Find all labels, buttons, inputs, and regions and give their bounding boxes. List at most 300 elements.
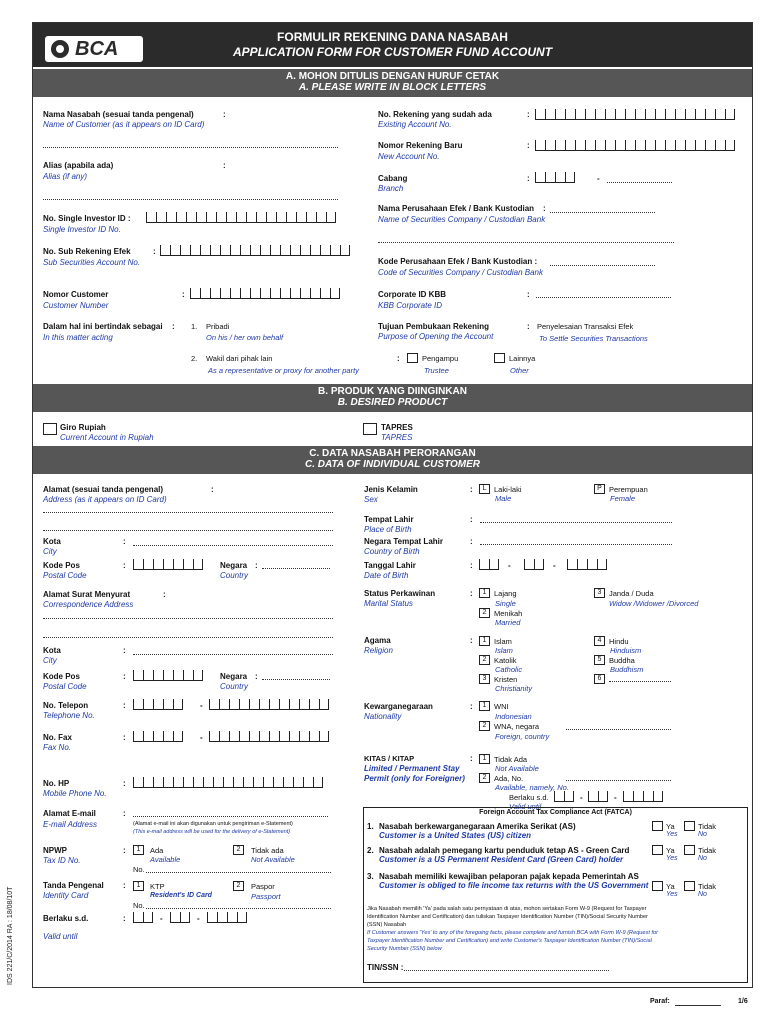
colon: : [470, 485, 473, 494]
fatca-q1-yes-en: Yes [666, 831, 678, 838]
kodepos-label-en: Postal Code [43, 571, 87, 580]
kw-label: Kewarganegaraan [364, 702, 433, 711]
fatca-q3-en: Customer is obliged to file income tax returns with the US Government [379, 881, 649, 890]
kitas-tidak-checkbox[interactable]: 1 [479, 754, 490, 764]
laki-code: L [482, 485, 487, 492]
fatca-title: Foreign Account Tax Compliance Act (FATCA) [479, 809, 632, 816]
tempat-label: Tempat Lahir [364, 515, 414, 524]
dash: - [553, 561, 556, 570]
menikah-checkbox[interactable]: 2 [479, 608, 490, 618]
surat-line-1[interactable] [43, 618, 333, 619]
pr-code: P [597, 485, 602, 492]
wni-label: WNI [494, 702, 509, 711]
npwp-ada-label: Ada [150, 846, 164, 855]
perusahaan-field[interactable] [550, 212, 655, 213]
hp-field[interactable] [133, 777, 323, 788]
pengampu-label-en: Trustee [424, 366, 449, 375]
colon: : [527, 290, 530, 299]
islam-label: Islam [494, 637, 512, 646]
tgl-label-en: Date of Birth [364, 571, 409, 580]
nocust-label-en: Customer Number [43, 301, 109, 310]
section-c-header [33, 446, 752, 474]
kristen-label-en: Christianity [495, 684, 533, 693]
buddha-label-en: Buddhism [610, 665, 644, 674]
norekbaru-label-en: New Account No. [378, 152, 440, 161]
email-note-en: (This e-mail address will be used for the delivery of e-Statement) [133, 829, 291, 835]
tgl-month-field[interactable] [524, 559, 544, 570]
form-header [33, 23, 752, 67]
colon: : [123, 881, 126, 890]
form-page [32, 22, 753, 988]
fatca-q2-yes-checkbox[interactable] [652, 845, 663, 855]
pengampu-checkbox[interactable] [407, 353, 418, 363]
alias-field[interactable] [43, 199, 338, 200]
hp-label-en: Mobile Phone No. [43, 789, 107, 798]
fatca-box [363, 807, 748, 983]
giro-checkbox[interactable] [43, 423, 57, 435]
giro-label: Giro Rupiah [60, 423, 106, 432]
negara2-field[interactable] [262, 679, 330, 680]
colon: : [470, 754, 473, 763]
ktp-label: KTP [150, 882, 165, 891]
colon: : [123, 809, 126, 818]
colon: : [123, 646, 126, 655]
perempuan-label-en: Female [610, 494, 636, 503]
fatca-q3-no: Tidak [698, 882, 717, 891]
fax-area-field[interactable] [133, 731, 183, 742]
katolik-label-en: Catholic [495, 665, 523, 674]
opt1-num: 1. [191, 322, 198, 331]
paraf-field[interactable] [675, 1005, 721, 1006]
tapres-checkbox[interactable] [363, 423, 377, 435]
colon: : [163, 590, 166, 599]
npwp-ada-checkbox[interactable]: 1 [133, 845, 144, 855]
fatca-q3-no-en: No [698, 891, 707, 898]
fatca-note-1: Jika Nasabah memilih 'Ya' pada salah satu pernyataan di atas, mohon sertakan Form W-9 (Request for Taxpayer [367, 906, 647, 912]
laki-label-en: Male [495, 494, 512, 503]
fatca-q1-yes-checkbox[interactable] [652, 821, 663, 831]
fatca-q1-no-checkbox[interactable] [684, 821, 695, 831]
fax-label: No. Fax [43, 733, 72, 742]
dash: - [200, 733, 203, 742]
kitas-day-field[interactable] [554, 791, 574, 802]
dash: - [508, 561, 511, 570]
lajang-checkbox[interactable]: 1 [479, 588, 490, 598]
norekbaru-label: Nomor Rekening Baru [378, 141, 463, 150]
katolik-label: Katolik [494, 656, 517, 665]
sid-label-en: Single Investor ID No. [43, 225, 121, 234]
ktp-label-en: Resident's ID Card [150, 892, 212, 899]
alamat-line-2[interactable] [43, 530, 333, 531]
kitas-label: KITAS / KITAP [364, 754, 415, 763]
fatca-q3-yes-en: Yes [666, 891, 678, 898]
kota-label: Kota [43, 537, 61, 546]
fatca-q1-yes: Ya [666, 822, 675, 831]
tin-label: TIN/SSN : [367, 963, 404, 972]
fatca-q1: Nasabah berkewarganegaraan Amerika Serikat (AS) [379, 822, 576, 831]
colon: : [527, 141, 530, 150]
npwp-no-field[interactable] [146, 872, 331, 873]
kitas-tidak-label-en: Not Available [495, 764, 539, 773]
fatca-note-en-2: Taxpayer Identification Number and Certification) and write Customer's Taxpayer Identification Number (TIN)/Social [367, 938, 652, 944]
kitas-tidak-label: Tidak Ada [494, 755, 528, 764]
section-a-header [33, 69, 752, 97]
npwp-label-en: Tax ID No. [43, 856, 81, 865]
section-c-title-en: C. DATA OF INDIVIDUAL CUSTOMER [305, 459, 480, 470]
kbb-label: Corporate ID KBB [378, 290, 447, 299]
janda-checkbox[interactable]: 3 [594, 588, 605, 598]
menikah-label: Menikah [494, 609, 523, 618]
kota-field[interactable] [133, 545, 333, 546]
berlaku-month-field[interactable] [170, 912, 190, 923]
idcard-no-label: No. [133, 901, 145, 910]
nama-field[interactable] [43, 147, 338, 148]
dash: - [580, 793, 583, 802]
form-code: IDS 221/C/2014 RA : 18/08/10T [7, 886, 14, 985]
ktp-checkbox[interactable]: 1 [133, 881, 144, 891]
wna-label: WNA, negara [494, 722, 540, 731]
dash: - [614, 793, 617, 802]
npwp-no-label: No. [133, 865, 145, 874]
giro-label-en: Current Account in Rupiah [60, 433, 154, 442]
fatca-q3-yes: Ya [666, 882, 675, 891]
islam-checkbox[interactable]: 1 [479, 636, 490, 646]
colon: : [543, 204, 546, 213]
negara-field[interactable] [262, 568, 330, 569]
section-b-title-en: B. DESIRED PRODUCT [337, 397, 448, 408]
page-number: 1/6 [738, 998, 748, 1005]
fatca-q3-num: 3. [367, 872, 374, 881]
dash: - [597, 174, 600, 183]
negtempat-label: Negara Tempat Lahir [364, 537, 443, 546]
tempat-label-en: Place of Birth [364, 525, 412, 534]
section-b-header [33, 384, 752, 412]
paspor-label: Paspor [251, 882, 275, 891]
logo-text: BCA [75, 38, 119, 60]
kristen-checkbox[interactable]: 3 [479, 674, 490, 684]
section-a-title-en: A. PLEASE WRITE IN BLOCK LETTERS [298, 82, 487, 93]
negtempat-field[interactable] [480, 544, 672, 545]
section-c-title: C. DATA NASABAH PERORANGAN [309, 448, 476, 459]
telp-label-en: Telephone No. [43, 711, 95, 720]
berlaku-label: Berlaku s.d. [43, 914, 89, 923]
kode-label: Kode Perusahaan Efek / Bank Kustodian : [378, 257, 538, 266]
fatca-q3-no-checkbox[interactable] [684, 881, 695, 891]
opt2-num: 2. [191, 354, 198, 363]
fatca-q3: Nasabah memiliki kewajiban pelaporan pajak kepada Pemerintah AS [379, 872, 639, 881]
fatca-q2-no: Tidak [698, 846, 717, 855]
colon: : [172, 322, 175, 331]
tujuan-label: Tujuan Pembukaan Rekening [378, 322, 489, 331]
status-label: Status Perkawinan [364, 589, 436, 598]
agama-label-en: Religion [364, 646, 393, 655]
colon: : [223, 161, 226, 170]
fatca-q1-num: 1. [367, 822, 374, 831]
norekbaru-field[interactable] [535, 140, 735, 151]
npwp-tidak-label: Tidak ada [251, 846, 284, 855]
colon: : [527, 174, 530, 183]
telp-label: No. Telepon [43, 701, 89, 710]
kbb-field[interactable] [536, 297, 671, 298]
alias-label: Alias (apabila ada) [43, 161, 114, 170]
negara2-label-en: Country [220, 682, 249, 691]
lainnya-label: Lainnya [509, 354, 536, 363]
berlaku-label-en: Valid until [43, 932, 78, 941]
tgl-day-field[interactable] [479, 559, 499, 570]
npwp-tidak-label-en: Not Available [251, 855, 295, 864]
negara-label: Negara [220, 561, 248, 570]
kodepos-field[interactable] [133, 559, 203, 570]
kitas-label-en-2: Permit (only for Foreigner) [364, 774, 465, 783]
npwp-ada-label-en: Available [150, 855, 181, 864]
colon: : [397, 354, 400, 363]
idcard-label: Tanda Pengenal [43, 881, 104, 890]
sid-field[interactable] [146, 212, 336, 223]
wni-checkbox[interactable]: 1 [479, 701, 490, 711]
sre-field[interactable] [160, 245, 350, 256]
fatca-note-en-1: If Customer answers 'Yes' to any of the foregoing facts, please complete and furnish BCA with Form W-9 (Request for [367, 930, 658, 936]
status-label-en: Marital Status [364, 599, 413, 608]
kota2-label-en: City [43, 656, 57, 665]
nocust-label: Nomor Customer [43, 290, 109, 299]
hindu-label: Hindu [609, 637, 629, 646]
cabang-label-en: Branch [378, 184, 404, 193]
section-a-title: A. MOHON DITULIS DENGAN HURUF CETAK [285, 71, 500, 82]
email-label: Alamat E-mail [43, 809, 96, 818]
sre-label: No. Sub Rekening Efek [43, 247, 131, 256]
tapres-label: TAPRES [381, 423, 413, 432]
fatca-note-3: (SSN) Nasabah [367, 922, 407, 928]
kode-field[interactable] [550, 265, 655, 266]
menikah-label-en: Married [495, 618, 521, 627]
colon: : [255, 672, 258, 681]
negara2-label: Negara [220, 672, 248, 681]
colon: : [123, 537, 126, 546]
dash: - [200, 701, 203, 710]
colon: : [470, 589, 473, 598]
buddha-checkbox[interactable]: 5 [594, 655, 605, 665]
janda-label: Janda / Duda [609, 589, 654, 598]
pengampu-label: Pengampu [422, 354, 459, 363]
fax-label-en: Fax No. [43, 743, 72, 752]
colon: : [255, 561, 258, 570]
perempuan-checkbox[interactable] [594, 484, 605, 494]
nama-label: Nama Nasabah (sesuai tanda pengenal) [43, 110, 194, 119]
kitas-ada-checkbox[interactable]: 2 [479, 773, 490, 783]
alamat-label-en: Address (as it appears on ID Card) [43, 495, 167, 504]
telp-area-field[interactable] [133, 699, 183, 710]
kitas-no-field[interactable] [566, 780, 671, 781]
fatca-q2-yes-en: Yes [666, 855, 678, 862]
sid-label: No. Single Investor ID : [43, 214, 131, 223]
kode-label-en: Code of Securities Company / Custodian Bank [378, 268, 543, 277]
colon: : [223, 110, 226, 119]
hindu-checkbox[interactable]: 4 [594, 636, 605, 646]
surat-label-en: Correspondence Address [43, 600, 134, 609]
wna-label-en: Foreign, country [495, 732, 550, 741]
acting-label: Dalam hal ini bertindak sebagai [43, 322, 163, 331]
colon: : [123, 914, 126, 923]
kodepos2-label: Kode Pos [43, 672, 80, 681]
perempuan-label: Perempuan [609, 485, 648, 494]
colon: : [470, 702, 473, 711]
agama-label: Agama [364, 636, 391, 645]
jk-label-en: Sex [364, 495, 378, 504]
berlaku-day-field[interactable] [133, 912, 153, 923]
alamat-line-1[interactable] [43, 512, 333, 513]
colon: : [123, 779, 126, 788]
nama-label-en: Name of Customer (as it appears on ID Card) [43, 120, 205, 129]
nocust-field[interactable] [190, 288, 340, 299]
cabang-field[interactable] [535, 172, 575, 183]
fatca-q2-no-checkbox[interactable] [684, 845, 695, 855]
alias-label-en: Alias (if any) [43, 172, 88, 181]
form-title: FORMULIR REKENING DANA NASABAH [277, 30, 508, 44]
tujuan-label-en: Purpose of Opening the Account [378, 332, 494, 341]
npwp-label: NPWP [43, 846, 67, 855]
alamat-label: Alamat (sesuai tanda pengenal) [43, 485, 164, 494]
email-field[interactable] [133, 816, 328, 817]
opt2-label-en: As a representative or proxy for another party [208, 366, 359, 375]
section-b-title: B. PRODUK YANG DIINGINKAN [318, 386, 467, 397]
form-title-en: APPLICATION FORM FOR CUSTOMER FUND ACCOUNT [232, 45, 553, 59]
tempat-field[interactable] [480, 522, 672, 523]
negara-label-en: Country [220, 571, 249, 580]
colon: : [123, 701, 126, 710]
negtempat-label-en: Country of Birth [364, 547, 420, 556]
dash: - [160, 914, 163, 923]
kbb-label-en: KBB Corporate ID [378, 301, 443, 310]
norek-field[interactable] [535, 109, 735, 120]
sre-label-en: Sub Securities Account No. [43, 258, 141, 267]
colon: : [527, 322, 530, 331]
wni-label-en: Indonesian [495, 712, 532, 721]
opt2-label[interactable]: Wakil dari pihak lain [206, 354, 273, 363]
acting-label-en: In this matter acting [43, 333, 113, 342]
fax-number-field[interactable] [209, 731, 329, 742]
fatca-q2: Nasabah adalah pemegang kartu penduduk tetap AS - Green Card [379, 846, 630, 855]
fatca-q2-no-en: No [698, 855, 707, 862]
telp-number-field[interactable] [209, 699, 329, 710]
hp-label: No. HP [43, 779, 70, 788]
kitas-berlaku-label-en: Valid until [509, 802, 542, 811]
opt1-label-en: On his / her own behalf [206, 333, 284, 342]
cabang-label: Cabang [378, 174, 408, 183]
paspor-checkbox[interactable]: 2 [233, 881, 244, 891]
npwp-tidak-checkbox[interactable]: 2 [233, 845, 244, 855]
lajang-label-en: Single [495, 599, 516, 608]
kitas-year-field[interactable] [623, 791, 663, 802]
colon: : [211, 485, 214, 494]
colon: : [123, 672, 126, 681]
buddha-label: Buddha [609, 656, 635, 665]
kw-label-en: Nationality [364, 712, 402, 721]
perusahaan-label: Nama Perusahaan Efek / Bank Kustodian [378, 204, 535, 213]
janda-label-en: Widow /Widower /Divorced [609, 599, 699, 608]
jk-label: Jenis Kelamin [364, 485, 418, 494]
kodepos-label: Kode Pos [43, 561, 80, 570]
kitas-ada-label-en: Available, namely, No. [495, 783, 569, 792]
colon: : [153, 247, 156, 256]
fatca-q1-no-en: No [698, 831, 707, 838]
colon: : [470, 561, 473, 570]
paraf-label: Paraf: [650, 998, 670, 1005]
katolik-checkbox[interactable]: 2 [479, 655, 490, 665]
surat-label: Alamat Surat Menyurat [43, 590, 131, 599]
tujuan-value: Penyelesaian Transaksi Efek [537, 322, 634, 331]
fatca-q2-num: 2. [367, 846, 374, 855]
colon: : [470, 515, 473, 524]
lainnya-checkbox[interactable] [494, 353, 505, 363]
kitas-berlaku-label: Berlaku s.d. [509, 793, 549, 802]
colon: : [123, 846, 126, 855]
idcard-no-field[interactable] [146, 908, 331, 909]
fatca-note-en-3: Security Number (SSN) below [367, 946, 442, 952]
fatca-q2-yes: Ya [666, 846, 675, 855]
lainnya-label-en: Other [510, 366, 529, 375]
kodepos2-label-en: Postal Code [43, 682, 87, 691]
paspor-label-en: Passport [251, 892, 281, 901]
kota-label-en: City [43, 547, 57, 556]
kitas-ada-label: Ada, No. [494, 774, 524, 783]
other-religion-field[interactable] [609, 681, 671, 682]
wna-country-field[interactable] [566, 729, 671, 730]
colon: : [123, 561, 126, 570]
opt1-label[interactable]: Pribadi [206, 322, 230, 331]
colon: : [123, 733, 126, 742]
laki-label: Laki-laki [494, 485, 522, 494]
colon: : [470, 636, 473, 645]
kitas-label-en-1: Limited / Permanent Stay [364, 764, 460, 773]
tin-field[interactable] [404, 970, 609, 971]
perusahaan-field-2[interactable] [378, 242, 674, 243]
norek-label: No. Rekening yang sudah ada [378, 110, 492, 119]
fatca-q2-en: Customer is a US Permanent Resident Card (Green Card) holder [379, 855, 624, 864]
surat-line-2[interactable] [43, 637, 333, 638]
kitas-month-field[interactable] [588, 791, 608, 802]
tgl-label: Tanggal Lahir [364, 561, 416, 570]
cabang-name-field[interactable] [607, 182, 672, 183]
laki-checkbox[interactable] [479, 484, 490, 494]
kristen-label: Kristen [494, 675, 518, 684]
kota2-label: Kota [43, 646, 61, 655]
fatca-q1-en: Customer is a United States (US) citizen [379, 831, 532, 840]
kodepos2-field[interactable] [133, 670, 203, 681]
idcard-label-en: Identity Card [43, 891, 89, 900]
other-religion-checkbox[interactable]: 6 [594, 674, 605, 684]
email-note: (Alamat e-mail ini akan digunakan untuk pengiriman e-Statement) [133, 821, 293, 827]
dash: - [197, 914, 200, 923]
fatca-q1-no: Tidak [698, 822, 717, 831]
kota2-field[interactable] [133, 654, 333, 655]
email-label-en: E-mail Address [43, 820, 97, 829]
wna-checkbox[interactable]: 2 [479, 721, 490, 731]
norek-label-en: Existing Account No. [378, 120, 452, 129]
hindu-label-en: Hinduism [610, 646, 642, 655]
fatca-note-2: Identification Number and Certification) dan tuliskan Taxpayer Identification Number (TIN)/Social Security Number [367, 914, 648, 920]
tgl-year-field[interactable] [567, 559, 607, 570]
tapres-label-en: TAPRES [381, 433, 413, 442]
berlaku-year-field[interactable] [207, 912, 247, 923]
perusahaan-label-en: Name of Securities Company / Custodian Bank [378, 215, 546, 224]
colon: : [527, 110, 530, 119]
tujuan-value-en: To Settle Securities Transactions [539, 334, 648, 343]
islam-label-en: Islam [495, 646, 513, 655]
fatca-q3-yes-checkbox[interactable] [652, 881, 663, 891]
colon: : [470, 537, 473, 546]
colon: : [182, 290, 185, 299]
lajang-label: Lajang [494, 589, 517, 598]
